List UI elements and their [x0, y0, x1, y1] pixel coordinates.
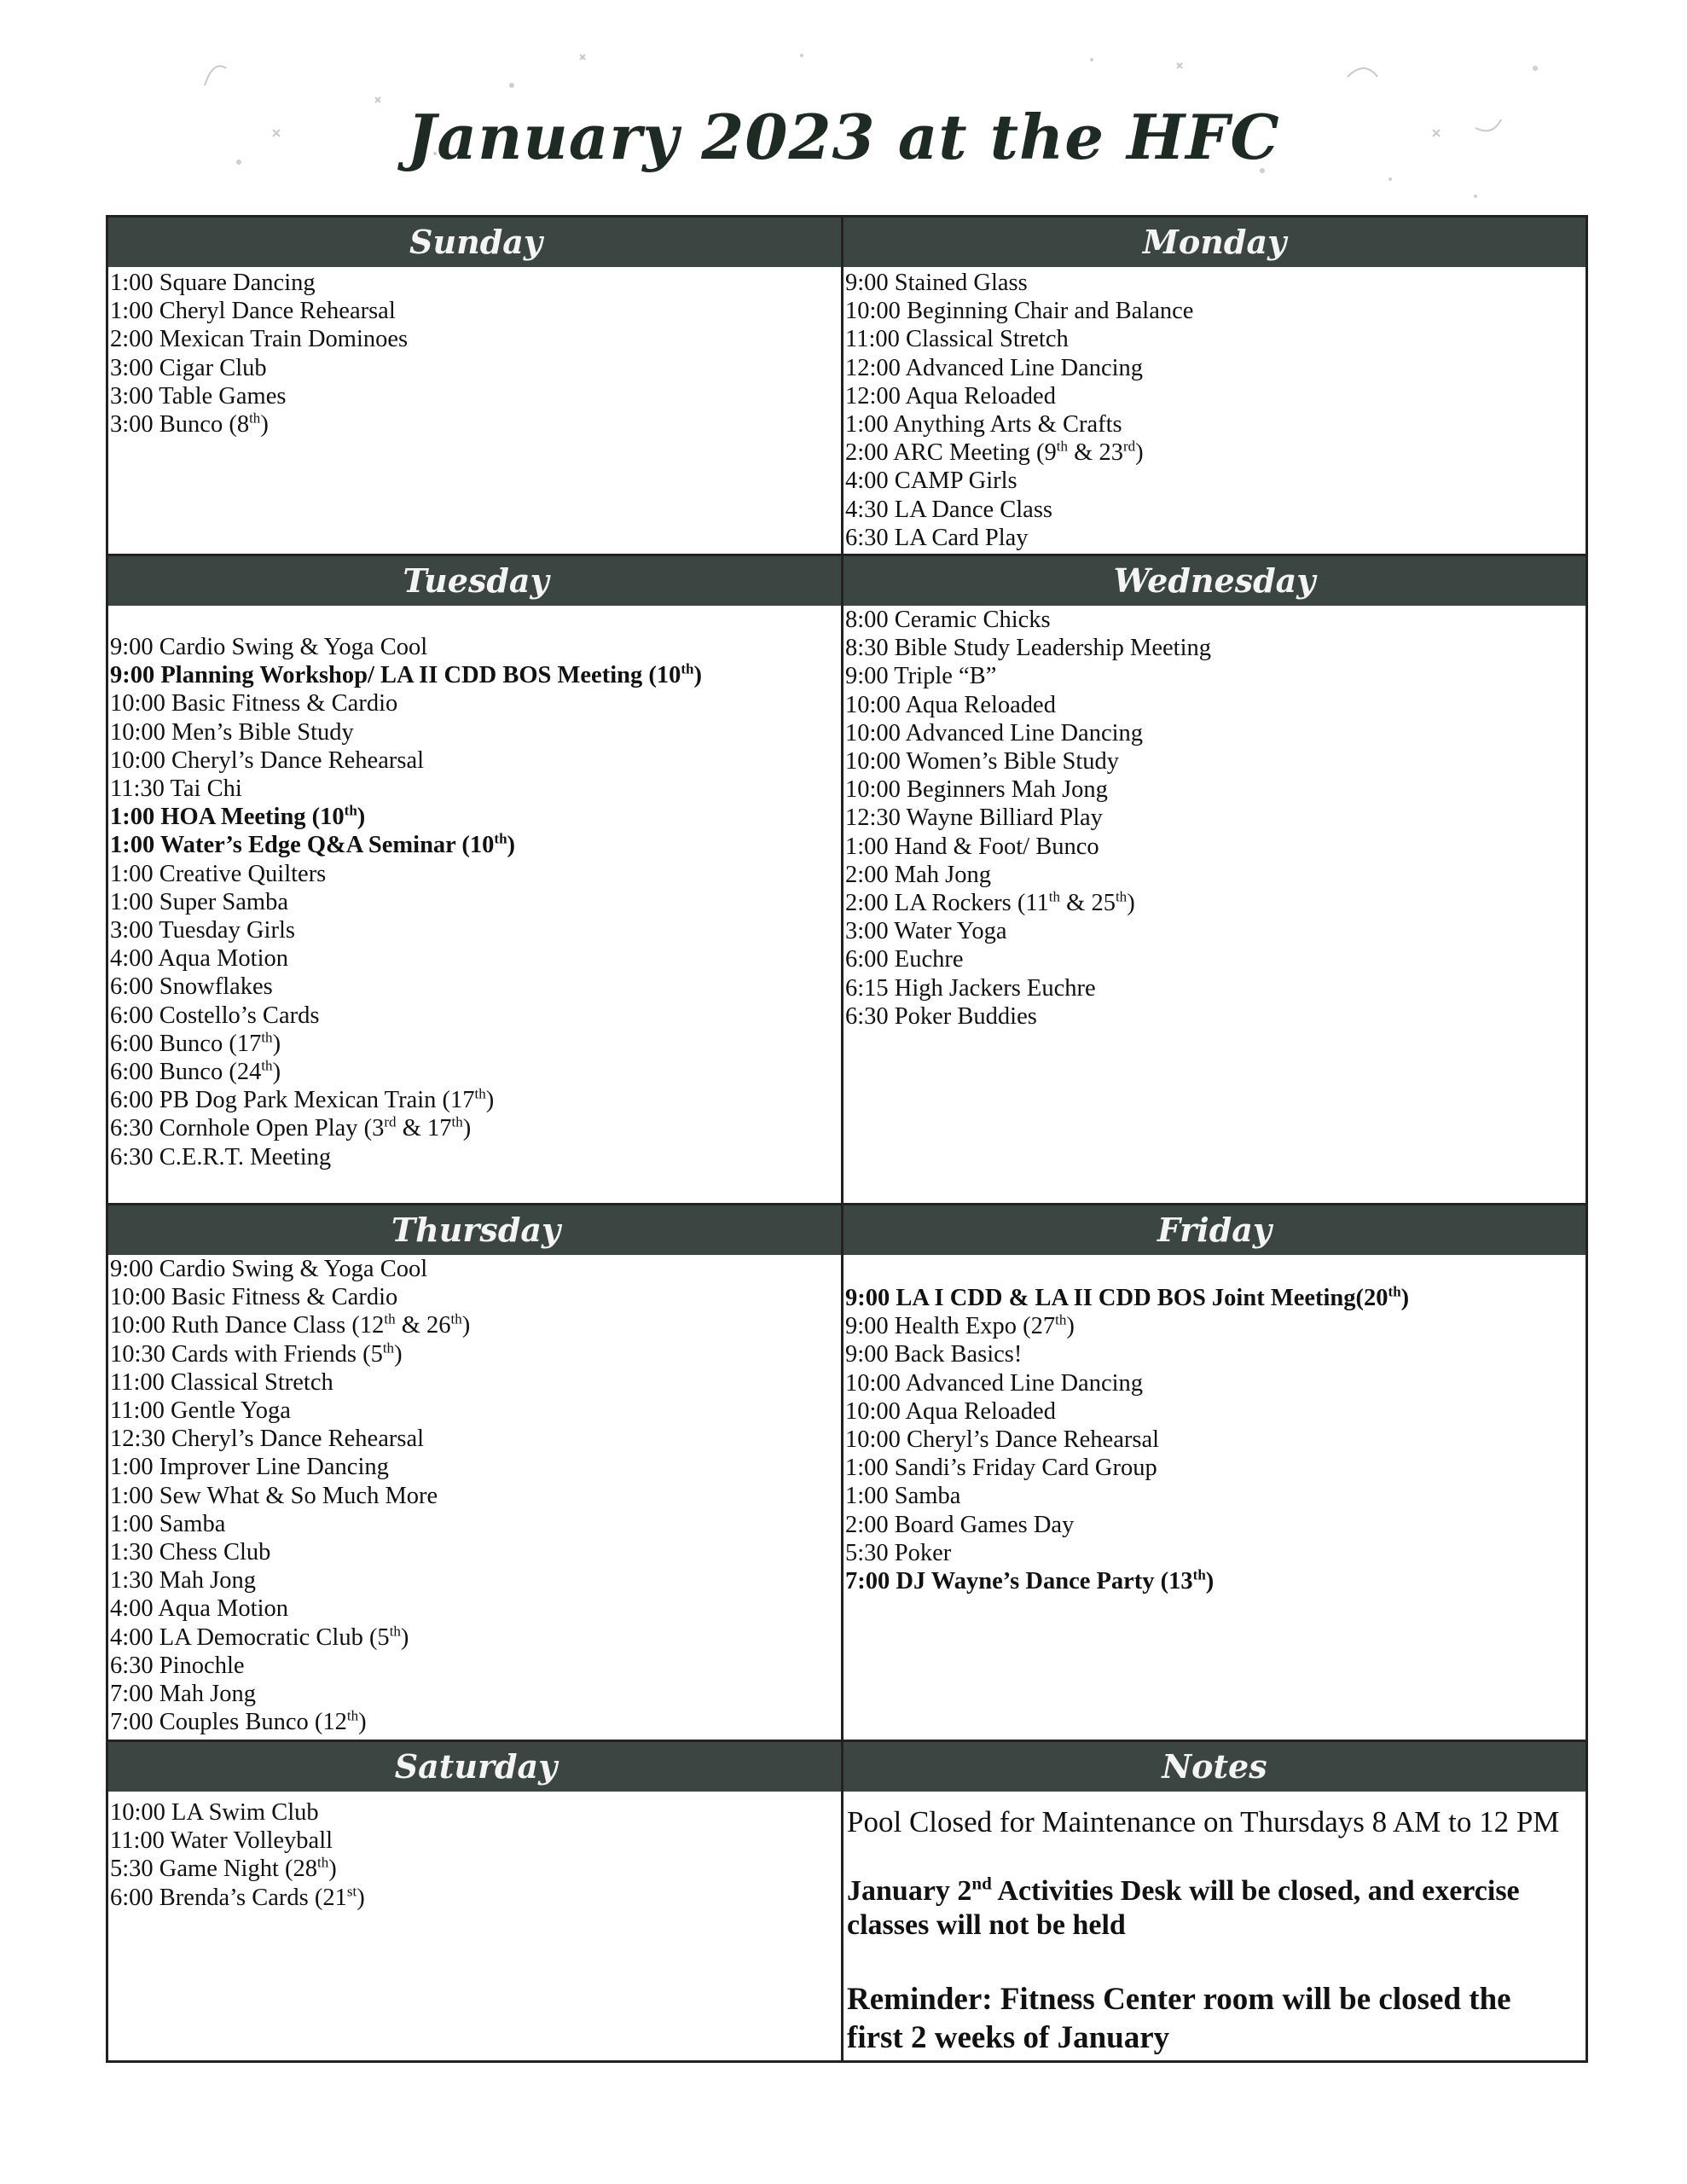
activity-item: 6:00 Bunco (17th) — [110, 1029, 281, 1057]
activity-item: 6:30 Pinochle — [110, 1652, 245, 1679]
activity-item: 5:30 Poker — [845, 1539, 952, 1566]
schedule-grid — [106, 215, 1588, 2063]
activity-item: 6:00 Brenda’s Cards (21st) — [110, 1883, 365, 1911]
activity-item: 6:00 PB Dog Park Mexican Train (17th) — [110, 1085, 495, 1114]
activity-item: 10:00 Basic Fitness & Cardio — [110, 690, 398, 717]
activity-item: 10:00 Men’s Bible Study — [110, 718, 354, 746]
activity-item: 11:30 Tai Chi — [110, 775, 242, 803]
activity-item: 4:00 Aqua Motion — [110, 1595, 289, 1623]
activity-item: 1:00 Samba — [845, 1483, 961, 1510]
wednesday-activities — [845, 606, 1211, 1031]
activity-item: 1:00 Sew What & So Much More — [110, 1482, 438, 1509]
notes-activities-desk: January 2nd Activities Desk will be closed, and exercise classes will not be held — [847, 1873, 1520, 1941]
notes-pool-closure: Pool Closed for Maintenance on Thursdays 8 AM to 12 PM — [847, 1805, 1560, 1838]
activity-item: 9:00 Cardio Swing & Yoga Cool — [110, 1256, 428, 1282]
activity-item: 4:00 Aqua Motion — [110, 945, 289, 973]
activity-item: 9:00 Back Basics! — [845, 1341, 1023, 1368]
activity-item: 9:00 Cardio Swing & Yoga Cool — [110, 634, 428, 660]
activity-item: 10:00 Cheryl’s Dance Rehearsal — [110, 746, 425, 774]
activity-item: 3:00 Table Games — [110, 382, 287, 410]
notes-fitness-reminder: Reminder: Fitness Center room will be closed the first 2 weeks of January — [847, 1982, 1511, 2055]
activity-item: 10:00 Advanced Line Dancing — [845, 1369, 1144, 1397]
activity-item: 12:30 Cheryl’s Dance Rehearsal — [110, 1426, 425, 1453]
activity-item: 4:30 LA Dance Class — [845, 496, 1053, 523]
activity-item: 9:00 Triple “B” — [845, 663, 997, 690]
activity-item: 2:00 ARC Meeting (9th & 23rd) — [845, 438, 1144, 467]
activity-item: 6:00 Costello’s Cards — [110, 1002, 320, 1029]
activity-item: 8:00 Ceramic Chicks — [845, 607, 1051, 633]
activity-item: 7:00 DJ Wayne’s Dance Party (13th) — [845, 1566, 1215, 1595]
activity-item: 12:00 Advanced Line Dancing — [845, 354, 1144, 381]
activity-item: 9:00 Planning Workshop/ LA II CDD BOS Meeting (10th) — [110, 660, 702, 689]
activity-item: 1:00 Anything Arts & Crafts — [845, 411, 1122, 439]
activity-item: 1:00 Hand & Foot/ Bunco — [845, 833, 1099, 860]
activity-item: 2:00 Board Games Day — [845, 1511, 1075, 1538]
activity-item: 3:00 Bunco (8th) — [110, 410, 269, 439]
thursday-header: Thursday — [108, 1205, 844, 1255]
sunday-header: Sunday — [108, 218, 844, 267]
activity-item: 1:00 Sandi’s Friday Card Group — [845, 1455, 1157, 1482]
activity-item: 1:30 Mah Jong — [110, 1567, 256, 1594]
activity-item: 10:30 Cards with Friends (5th) — [110, 1339, 403, 1368]
friday-header: Friday — [844, 1205, 1586, 1255]
activity-item: 2:00 Mah Jong — [845, 861, 991, 888]
monday-header: Monday — [844, 218, 1586, 267]
activity-item: 12:30 Wayne Billiard Play — [845, 804, 1103, 832]
activity-item: 1:00 Water’s Edge Q&A Seminar (10th) — [110, 830, 516, 859]
activity-item: 3:00 Water Yoga — [845, 918, 1007, 945]
activity-item: 11:00 Gentle Yoga — [110, 1397, 291, 1425]
activity-item: 11:00 Classical Stretch — [845, 326, 1069, 353]
activity-item: 1:00 HOA Meeting (10th) — [110, 802, 366, 831]
activity-item: 10:00 Beginning Chair and Balance — [845, 298, 1194, 325]
activity-item: 6:30 LA Card Play — [845, 524, 1029, 551]
wednesday-header: Wednesday — [844, 556, 1586, 606]
page-title: January 2023 at the HFC — [407, 101, 1280, 173]
activity-item: 7:00 Couples Bunco (12th) — [110, 1707, 367, 1736]
row-divider — [108, 1203, 1586, 1205]
activity-item: 9:00 Health Expo (27th) — [845, 1311, 1075, 1340]
activity-item: 10:00 Aqua Reloaded — [845, 1397, 1056, 1425]
activity-item: 9:00 Stained Glass — [845, 270, 1028, 296]
activity-item: 1:00 Samba — [110, 1510, 226, 1537]
column-divider — [841, 218, 844, 2060]
activity-item: 6:30 C.E.R.T. Meeting — [110, 1143, 332, 1170]
row-divider — [108, 1740, 1586, 1742]
activity-item: 10:00 Advanced Line Dancing — [845, 719, 1144, 746]
activity-item: 8:30 Bible Study Leadership Meeting — [845, 635, 1212, 662]
notes-content — [847, 1804, 1572, 2057]
activity-item: 3:00 Cigar Club — [110, 354, 267, 381]
activity-item: 2:00 LA Rockers (11th & 25th) — [845, 888, 1135, 917]
activity-item: 1:00 Creative Quilters — [110, 860, 327, 887]
activity-item: 1:00 Cheryl Dance Rehearsal — [110, 298, 396, 325]
activity-item: 10:00 Ruth Dance Class (12th & 26th) — [110, 1310, 471, 1339]
tuesday-header: Tuesday — [108, 556, 844, 606]
activity-item: 7:00 Mah Jong — [110, 1681, 256, 1708]
monday-activities — [845, 269, 1193, 552]
activity-item: 6:15 High Jackers Euchre — [845, 974, 1096, 1002]
activity-item: 4:00 LA Democratic Club (5th) — [110, 1623, 409, 1651]
activity-item: 1:00 Square Dancing — [110, 270, 316, 296]
activity-item: 4:00 CAMP Girls — [845, 468, 1017, 495]
thursday-activities — [110, 1255, 470, 1736]
activity-item: 11:00 Classical Stretch — [110, 1368, 333, 1396]
activity-item: 2:00 Mexican Train Dominoes — [110, 326, 409, 353]
activity-item: 10:00 Beginners Mah Jong — [845, 776, 1108, 804]
activity-item: 1:00 Improver Line Dancing — [110, 1454, 389, 1481]
activity-item: 6:00 Snowflakes — [110, 973, 273, 1001]
activity-item: 6:30 Cornhole Open Play (3rd & 17th) — [110, 1113, 472, 1142]
tuesday-activities — [110, 633, 702, 1171]
activity-item: 10:00 Women’s Bible Study — [845, 748, 1119, 775]
activity-item: 10:00 LA Swim Club — [110, 1799, 319, 1826]
activity-item: 11:00 Water Volleyball — [110, 1827, 333, 1855]
row-divider — [108, 554, 1586, 556]
activity-item: 10:00 Aqua Reloaded — [845, 691, 1056, 718]
activity-item: 3:00 Tuesday Girls — [110, 917, 295, 944]
activity-item: 10:00 Basic Fitness & Cardio — [110, 1284, 398, 1311]
activity-item: 5:30 Game Night (28th) — [110, 1854, 337, 1883]
activity-item: 10:00 Cheryl’s Dance Rehearsal — [845, 1426, 1160, 1454]
saturday-activities — [110, 1798, 365, 1912]
sunday-activities — [110, 269, 408, 439]
notes-header: Notes — [844, 1742, 1586, 1792]
activity-item: 1:30 Chess Club — [110, 1539, 271, 1566]
activity-item: 12:00 Aqua Reloaded — [845, 382, 1056, 410]
friday-activities — [845, 1284, 1409, 1595]
activity-item: 9:00 LA I CDD & LA II CDD BOS Joint Meeting(20th) — [845, 1283, 1410, 1311]
activity-item: 6:30 Poker Buddies — [845, 1002, 1037, 1030]
activity-item: 6:00 Euchre — [845, 946, 964, 973]
saturday-header: Saturday — [108, 1742, 844, 1792]
activity-item: 1:00 Super Samba — [110, 888, 288, 915]
activity-item: 6:00 Bunco (24th) — [110, 1057, 281, 1086]
